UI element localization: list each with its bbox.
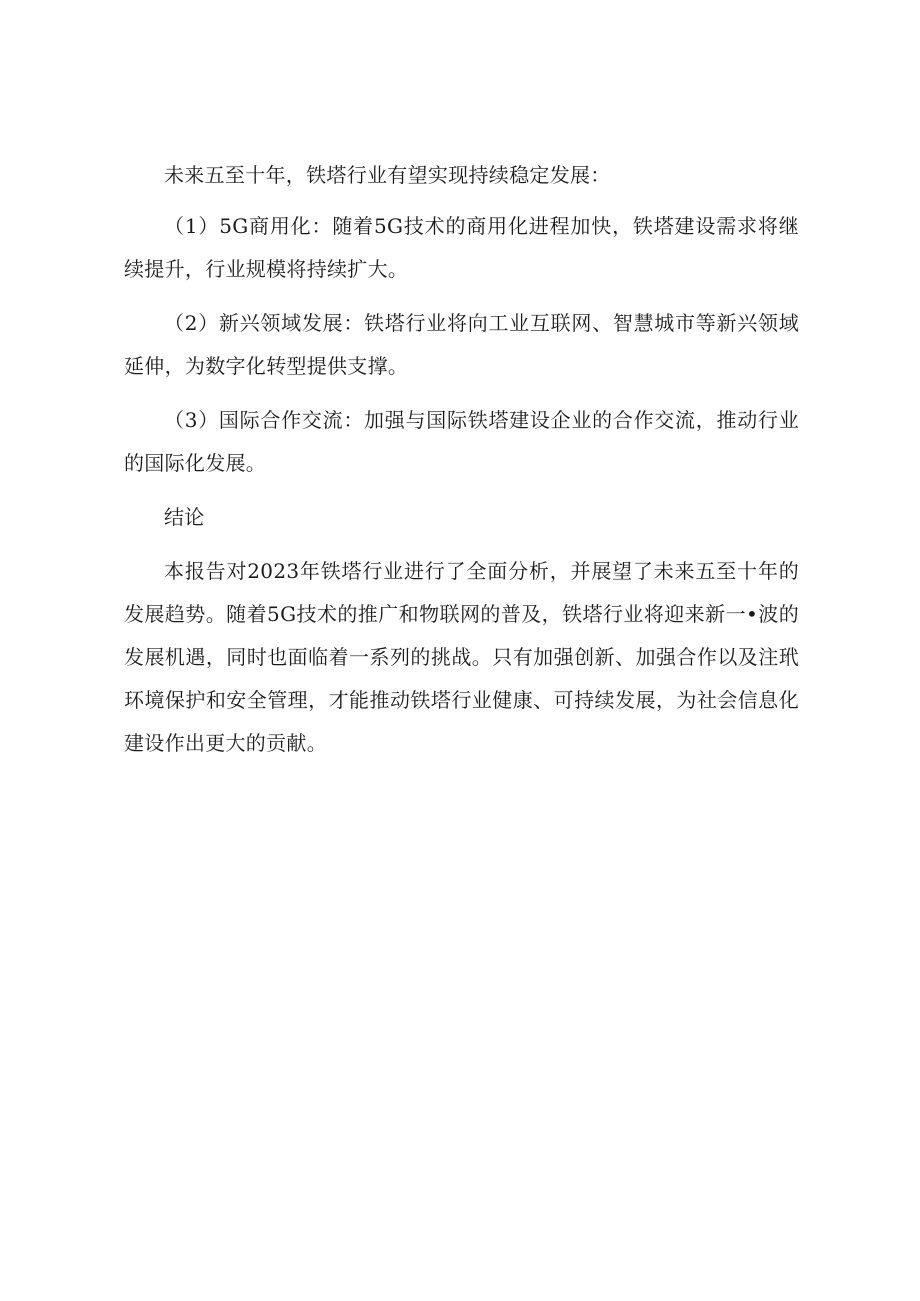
list-item-international-cooperation: （3）国际合作交流：加强与国际铁塔建设企业的合作交流，推动行业的国际化发展。 bbox=[124, 408, 799, 475]
conclusion-paragraph: 本报告对2023年铁塔行业进行了全面分析，并展望了未来五至十年的发展趋势。随着5G技术的推广和物联网的普及，铁塔行业将迎来新一•波的发展机遇，同时也面临着一系列的挑战。只有加强创新、加强合作以及注玳环境保护和安全管理，才能推动铁塔行业健康、可持续发展，为社会信息化建设作出更大的贡献。 bbox=[124, 559, 799, 755]
document-body bbox=[124, 154, 799, 776]
conclusion-heading: 结论 bbox=[164, 505, 205, 529]
list-item-5g-commercialization: （1）5G商用化：随着5G技术的商用化进程加快，铁塔建设需求将继续提升，行业规模将持续扩大。 bbox=[124, 214, 799, 281]
intro-paragraph: 未来五至十年，铁塔行业有望实现持续稳定发展： bbox=[164, 163, 611, 187]
list-item-emerging-fields: （2）新兴领域发展：铁塔行业将向工业互联网、智慧城市等新兴领域延伸，为数字化转型提供支撑。 bbox=[124, 311, 799, 378]
